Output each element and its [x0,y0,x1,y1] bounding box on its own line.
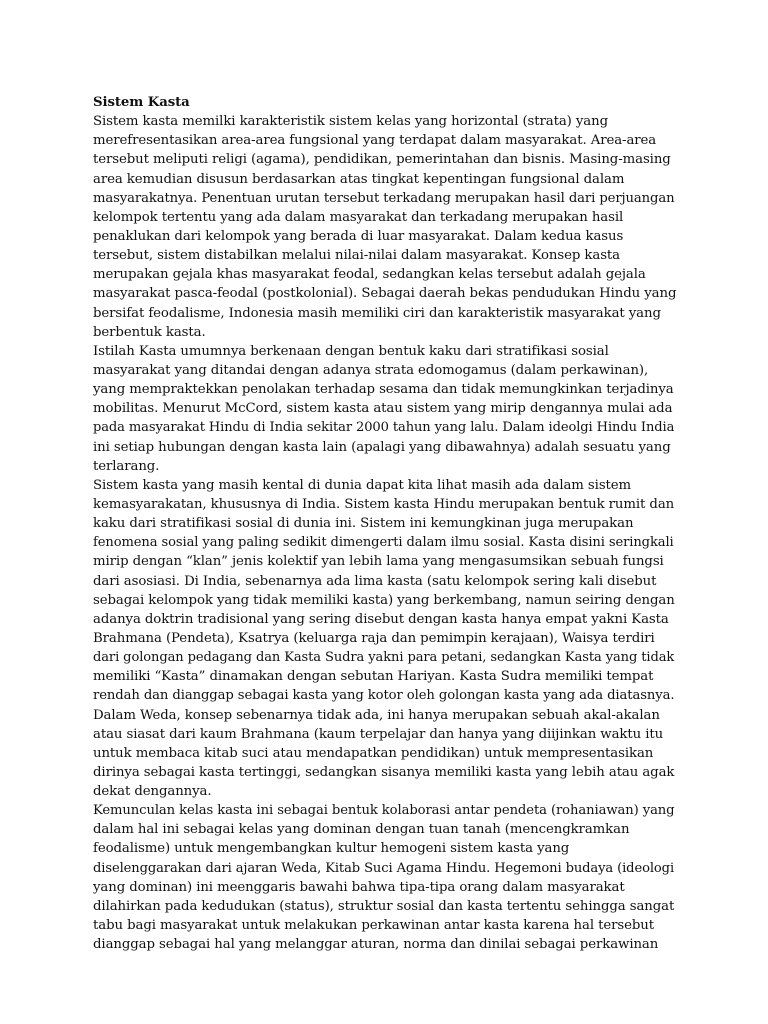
text-line: mirip dengan “klan” jenis kolektif yan lebih lama yang mengasumsikan sebuah fungsi [93,554,664,570]
text-line: yang dominan) ini meenggaris bawahi bahwa tipa-tipa orang dalam masyarakat [93,879,625,895]
text-line: rendah dan dianggap sebagai kasta yang kotor oleh golongan kasta yang ada diatasnya. [93,688,675,704]
text-line: terlarang. [93,458,160,474]
text-line: yang mempraktekkan penolakan terhadap sesama dan tidak memungkinkan terjadinya [93,382,674,398]
text-line: kemasyarakatan, khususnya di India. Sistem kasta Hindu merupakan bentuk rumit dan [93,496,675,512]
text-line: bersifat feodalisme, Indonesia masih memiliki ciri dan karakteristik masyarakat yang [93,305,661,321]
text-line: mobilitas. Menurut McCord, sistem kasta atau sistem yang mirip dengannya mulai ada [93,401,673,417]
text-line: masyarakatnya. Penentuan urutan tersebut terkadang merupakan hasil dari perjuangan [93,190,675,206]
text-line: Brahmana (Pendeta), Ksatrya (keluarga raja dan pemimpin kerajaan), Waisya terdiri [93,630,655,646]
text-line: diselenggarakan dari ajaran Weda, Kitab Suci Agama Hindu. Hegemoni budaya (ideologi [93,860,675,876]
text-line: kelompok tertentu yang ada dalam masyarakat dan terkadang merupakan hasil [93,209,624,225]
text-line: merupakan gejala khas masyarakat feodal, sedangkan kelas tersebut adalah gejala [93,267,646,283]
text-line: Sistem kasta memilki karakteristik sistem kelas yang horizontal (strata) yang [93,114,609,130]
text-line: tabu bagi masyarakat untuk melakukan perkawinan antar kasta karena hal tersebut [93,918,654,934]
text-line: dianggap sebagai hal yang melanggar aturan, norma dan dinilai sebagai perkawinan [93,937,659,953]
text-line: penaklukan dari kelompok yang berada di luar masyarakat. Dalam kedua kasus [93,228,624,244]
text-line: berbentuk kasta. [93,324,206,340]
text-line: Istilah Kasta umumnya berkenaan dengan bentuk kaku dari stratifikasi sosial [93,343,609,359]
text-line: tersebut, sistem distabilkan melalui nilai-nilai dalam masyarakat. Konsep kasta [93,248,620,264]
text-line: kaku dari stratifikasi sosial di dunia ini. Sistem ini kemungkinan juga merupakan [93,516,634,532]
text-line: dalam hal ini sebagai kelas yang dominan dengan tuan tanah (mencengkramkan [93,822,630,838]
text-line: dekat dengannya. [93,784,212,800]
text-line: dilahirkan pada kedudukan (status), struktur sosial dan kasta tertentu sehingga sangat [93,898,675,914]
document-title: Sistem Kasta [93,95,190,110]
text-line: masyarakat yang ditandai dengan adanya strata edomogamus (dalam perkawinan), [93,362,649,378]
text-line: tersebut meliputi religi (agama), pendidikan, pemerintahan dan bisnis. Masing-masing [93,152,671,168]
text-line: adanya doktrin tradisional yang sering disebut dengan kasta hanya empat yakni Kasta [93,611,669,627]
text-line: sebagai kelompok yang tidak memiliki kasta) yang berkembang, namun seiring dengan [93,592,675,608]
text-line: memiliki “Kasta” dinamakan dengan sebutan Hariyan. Kasta Sudra memiliki tempat [93,669,654,685]
text-line: dari golongan pedagang dan Kasta Sudra yakni para petani, sedangkan Kasta yang tidak [93,650,675,666]
text-line: dari asosiasi. Di India, sebenarnya ada lima kasta (satu kelompok sering kali disebut [93,573,657,589]
text-line: atau siasat dari kaum Brahmana (kaum terpelajar dan hanya yang diijinkan waktu itu [93,726,664,742]
text-line: area kemudian disusun berdasarkan atas tingkat kepentingan fungsional dalam [93,171,625,187]
text-line: Sistem kasta yang masih kental di dunia dapat kita lihat masih ada dalam sistem [93,477,632,493]
text-line: dirinya sebagai kasta tertinggi, sedangkan sisanya memiliki kasta yang lebih atau agak [93,764,675,780]
text-line: pada masyarakat Hindu di India sekitar 2000 tahun yang lalu. Dalam ideolgi Hindu India [93,420,675,436]
text-line: merefresentasikan area-area fungsional yang terdapat dalam masyarakat. Area-area [93,133,657,149]
text-line: Kemunculan kelas kasta ini sebagai bentuk kolaborasi antar pendeta (rohaniawan) yang [93,803,675,819]
text-line: ini setiap hubungan dengan kasta lain (apalagi yang dibawahnya) adalah sesuatu yang [93,439,671,455]
text-line: fenomena sosial yang paling sedikit dimengerti dalam ilmu sosial. Kasta disini seringkali [93,535,674,551]
text-line: Dalam Weda, konsep sebenarnya tidak ada, ini hanya merupakan sebuah akal-akalan [93,707,660,723]
document-body [93,93,678,954]
text-line: masyarakat pasca-feodal (postkolonial). Sebagai daerah bekas pendudukan Hindu yang [93,286,677,302]
text-line: feodalisme) untuk mengembangkan kultur hemogeni sistem kasta yang [93,841,570,857]
text-line: untuk membaca kitab suci atau mendapatkan pendidikan) untuk mempresentasikan [93,745,654,761]
document-text-lines [93,112,678,954]
